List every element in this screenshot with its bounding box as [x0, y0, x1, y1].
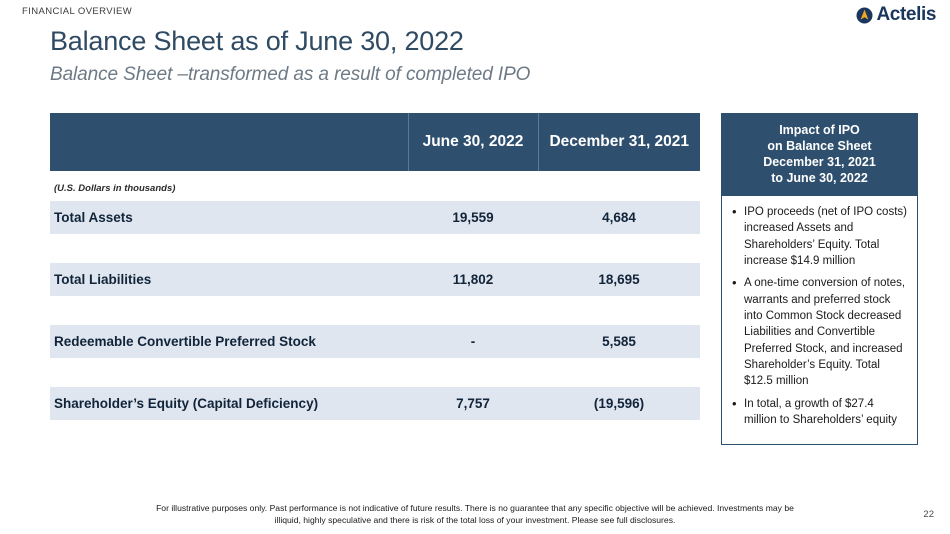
row-spacer [50, 358, 700, 387]
units-note: (U.S. Dollars in thousands) [54, 182, 176, 194]
row-value-shareholders-equity-december: (19,596) [538, 387, 700, 420]
page-number: 22 [923, 509, 934, 520]
page-title: Balance Sheet as of June 30, 2022 [50, 26, 464, 56]
callout-heading-line-1: Impact of IPO [779, 123, 860, 137]
list-item: • IPO proceeds (net of IPO costs) increased Assets and Shareholders’ Equity. Total increase $14.9 million [730, 204, 907, 269]
brand-logo [856, 4, 936, 26]
disclaimer-text: For illustrative purposes only. Past performance is not indicative of future results. There is no guarantee that any specific objective will be achieved. Investments may be illiquid, highly speculative and there is risk of the total loss of your investment. Please see full disclosures. [156, 503, 794, 526]
table-header-row [50, 113, 700, 171]
brand-name: Actelis [876, 4, 936, 25]
row-value-total-liabilities-june: 11,802 [408, 263, 538, 296]
impact-of-ipo-callout [721, 113, 918, 445]
callout-heading-line-3: December 31, 2021 [763, 155, 876, 169]
section-eyebrow: FINANCIAL OVERVIEW [22, 6, 133, 17]
table-header-blank [50, 113, 408, 171]
row-label-shareholders-equity: Shareholder’s Equity (Capital Deficiency) [50, 387, 408, 420]
row-value-total-liabilities-december: 18,695 [538, 263, 700, 296]
page-subtitle: Balance Sheet –transformed as a result of completed IPO [50, 64, 531, 85]
table-row [50, 325, 700, 358]
units-note-spacer-1 [408, 171, 538, 201]
row-label-redeemable-preferred-stock: Redeemable Convertible Preferred Stock [50, 325, 408, 358]
table-row [50, 387, 700, 420]
balance-sheet-table-wrapper [50, 113, 700, 420]
callout-body [722, 196, 917, 444]
row-label-total-assets: Total Assets [50, 201, 408, 234]
table-header-june-2022: June 30, 2022 [408, 113, 538, 171]
row-value-shareholders-equity-june: 7,757 [408, 387, 538, 420]
table-row [50, 263, 700, 296]
row-value-redeemable-preferred-stock-december: 5,585 [538, 325, 700, 358]
row-spacer [50, 296, 700, 325]
list-item: • A one-time conversion of notes, warrants and preferred stock into Common Stock decreased Liabilities and Convertible Preferred Stock, and increased Shareholder’s Equity. Total $12.5 million [730, 275, 907, 389]
actelis-logo-icon [856, 7, 873, 24]
balance-sheet-table [50, 113, 700, 420]
table-row [50, 201, 700, 234]
row-label-total-liabilities: Total Liabilities [50, 263, 408, 296]
row-value-total-assets-december: 4,684 [538, 201, 700, 234]
row-spacer [50, 234, 700, 263]
units-note-row [50, 171, 700, 201]
row-value-redeemable-preferred-stock-june: - [408, 325, 538, 358]
row-value-total-assets-june: 19,559 [408, 201, 538, 234]
callout-bullet-list [730, 204, 907, 428]
table-header-december-2021: December 31, 2021 [538, 113, 700, 171]
callout-heading-line-2: on Balance Sheet [767, 139, 872, 153]
callout-heading-line-4: to June 30, 2022 [771, 171, 868, 185]
list-item: • In total, a growth of $27.4 million to Shareholders’ equity [730, 396, 907, 429]
units-note-spacer-2 [538, 171, 700, 201]
callout-heading [722, 114, 917, 196]
